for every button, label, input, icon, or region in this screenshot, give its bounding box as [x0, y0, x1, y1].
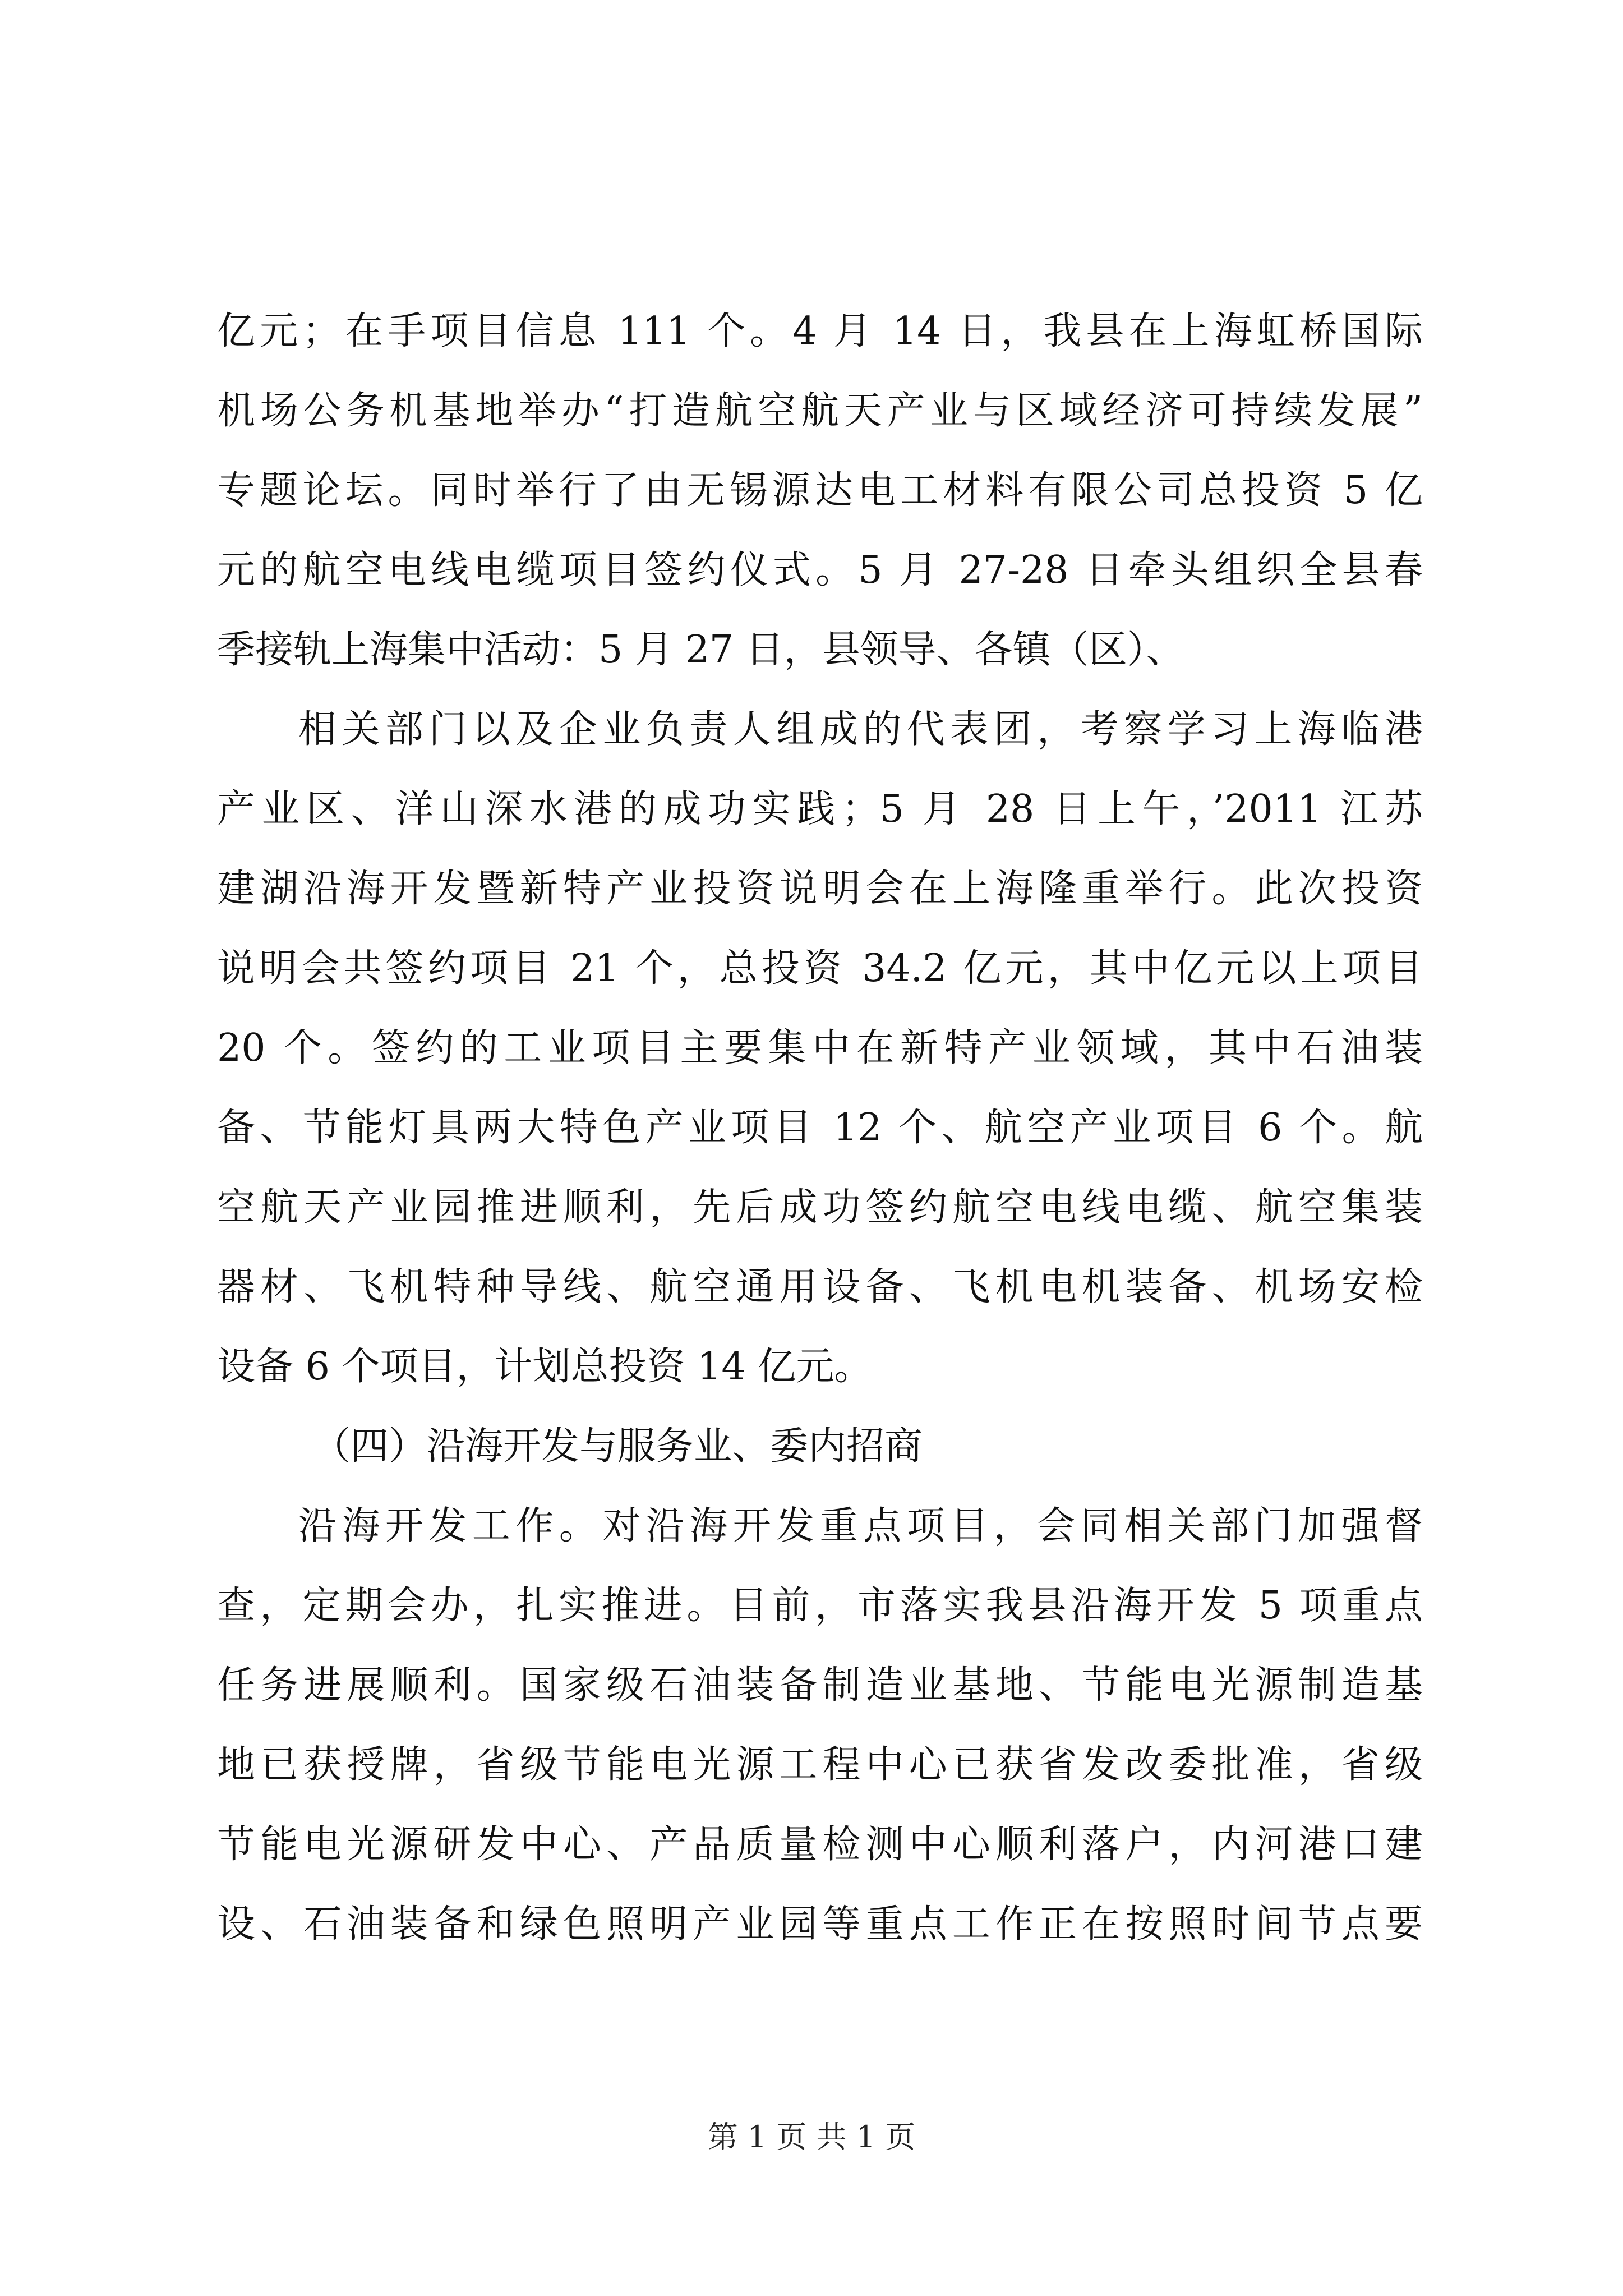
- text-line: 设备 6 个项目，计划总投资 14 亿元。: [217, 1345, 873, 1389]
- text-line: 节能电光源研发中心、产品质量检测中心顺利落户，内河港口建: [217, 1823, 1423, 1867]
- text-line: 机场公务机基地举办“打造航空航天产业与区域经济可持续发展”: [217, 389, 1423, 433]
- text-line: 空航天产业园推进顺利，先后成功签约航空电线电缆、航空集装: [217, 1185, 1423, 1230]
- text-line: 设、石油装备和绿色照明产业园等重点工作正在按照时间节点要: [217, 1902, 1423, 1947]
- section-heading: （四）沿海开发与服务业、委内招商: [312, 1424, 923, 1469]
- text-line: 器材、飞机特种导线、航空通用设备、飞机电机装备、机场安检: [217, 1265, 1423, 1309]
- text-line: 任务进展顺利。国家级石油装备制造业基地、节能电光源制造基: [217, 1663, 1423, 1708]
- document-body: [217, 292, 1423, 1964]
- text-line: 沿海开发工作。对沿海开发重点项目，会同相关部门加强督: [298, 1504, 1423, 1548]
- text-line: 备、节能灯具两大特色产业项目 12 个、航空产业项目 6 个。航: [217, 1106, 1423, 1150]
- text-line: 季接轨上海集中活动：5 月 27 日，县领导、各镇（区）、: [217, 628, 1184, 672]
- text-line: 查，定期会办，扎实推进。目前，市落实我县沿海开发 5 项重点: [217, 1584, 1423, 1628]
- text-line: 元的航空电线电缆项目签约仪式。5 月 27-28 日牵头组织全县春: [217, 548, 1423, 592]
- text-line: 专题论坛。同时举行了由无锡源达电工材料有限公司总投资 5 亿: [217, 468, 1423, 513]
- page-number-footer: 第 1 页 共 1 页: [707, 2119, 916, 2155]
- text-line: 亿元；在手项目信息 111 个。4 月 14 日，我县在上海虹桥国际: [217, 309, 1423, 353]
- text-line: 建湖沿海开发暨新特产业投资说明会在上海隆重举行。此次投资: [217, 867, 1423, 911]
- text-line: 20 个。签约的工业项目主要集中在新特产业领域，其中石油装: [217, 1026, 1423, 1070]
- text-line: 产业区、洋山深水港的成功实践；5 月 28 日上午，’2011 江苏: [217, 787, 1423, 831]
- text-line: 相关部门以及企业负责人组成的代表团，考察学习上海临港: [298, 707, 1423, 752]
- text-line: 说明会共签约项目 21 个，总投资 34.2 亿元，其中亿元以上项目: [217, 946, 1423, 991]
- text-line: 地已获授牌，省级节能电光源工程中心已获省发改委批准，省级: [217, 1743, 1423, 1787]
